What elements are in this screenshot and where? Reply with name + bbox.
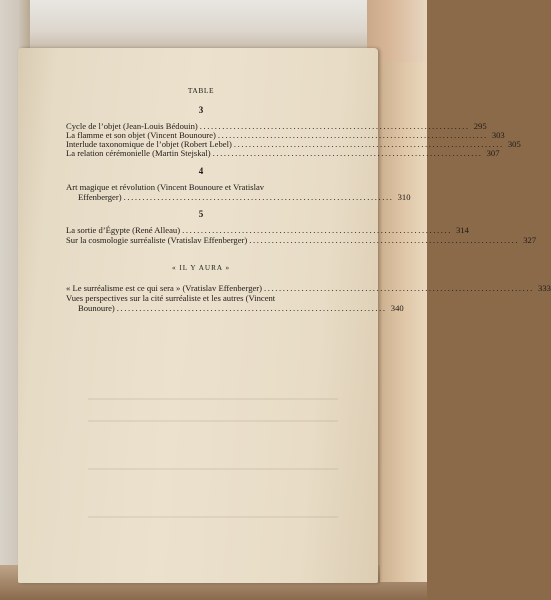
show-through-line <box>88 468 338 470</box>
entry-title: « Le surréalisme est ce qui sera » (Vratislav Effenberger) <box>66 283 263 293</box>
entry-title-continued: Bounoure) <box>78 302 115 313</box>
entry-title: Cycle de l’objet (Jean-Louis Bédouin) <box>66 121 198 131</box>
entry-title: La flamme et son objet (Vincent Bounoure) <box>66 130 216 140</box>
toc-entry[interactable] <box>66 148 500 159</box>
leader-dots: ........................................................................ <box>264 283 534 293</box>
show-through-line <box>88 398 338 400</box>
page-number: 340 <box>390 302 404 313</box>
leader-dots: ........................................................................ <box>217 130 488 140</box>
entry-title: Art magique et révolution (Vincent Bounoure et Vratislav <box>66 182 265 192</box>
toc-entry[interactable] <box>66 293 404 313</box>
entry-title-continued: Effenberger) <box>78 191 122 202</box>
leader-dots: ........................................................................ <box>199 121 470 131</box>
leader-dots: ........................................................................ <box>116 302 387 313</box>
page-number: 303 <box>491 130 505 140</box>
show-through-line <box>88 420 338 422</box>
page-number: 295 <box>473 121 487 131</box>
leader-dots: ........................................................................ <box>233 139 504 149</box>
page-number: 307 <box>486 148 500 158</box>
page-number: 305 <box>507 139 521 149</box>
entry-title: Sur la cosmologie surréaliste (Vratislav Effenberger) <box>66 235 248 245</box>
toc-entry[interactable] <box>66 182 411 202</box>
page-number: 314 <box>456 225 469 235</box>
show-through-line <box>88 516 338 518</box>
section-number: 5 <box>198 209 204 219</box>
page-title: TABLE <box>187 86 215 95</box>
entry-title: La sortie d’Égypte (René Alleau) <box>66 225 181 235</box>
leader-dots: ........................................................................ <box>182 225 452 235</box>
part-heading: « IL Y AURA » <box>171 264 231 272</box>
section-number: 3 <box>198 105 204 115</box>
entry-title: La relation cérémonielle (Martin Stejskal) <box>66 148 211 158</box>
page-number: 333 <box>538 283 551 293</box>
section-number: 4 <box>198 166 204 176</box>
leader-dots: ........................................................................ <box>212 148 483 158</box>
page-number: 310 <box>397 191 411 202</box>
leader-dots: ........................................................................ <box>123 191 394 202</box>
leader-dots: ........................................................................ <box>249 235 520 245</box>
toc-entry[interactable] <box>66 235 537 246</box>
entry-title: Vues perspectives sur la cité surréaliste et les autres (Vincent <box>66 293 276 303</box>
entry-title: Interlude taxonomique de l’objet (Robert Lebel) <box>66 139 232 149</box>
page-number: 327 <box>523 235 537 245</box>
background-top <box>0 0 427 52</box>
